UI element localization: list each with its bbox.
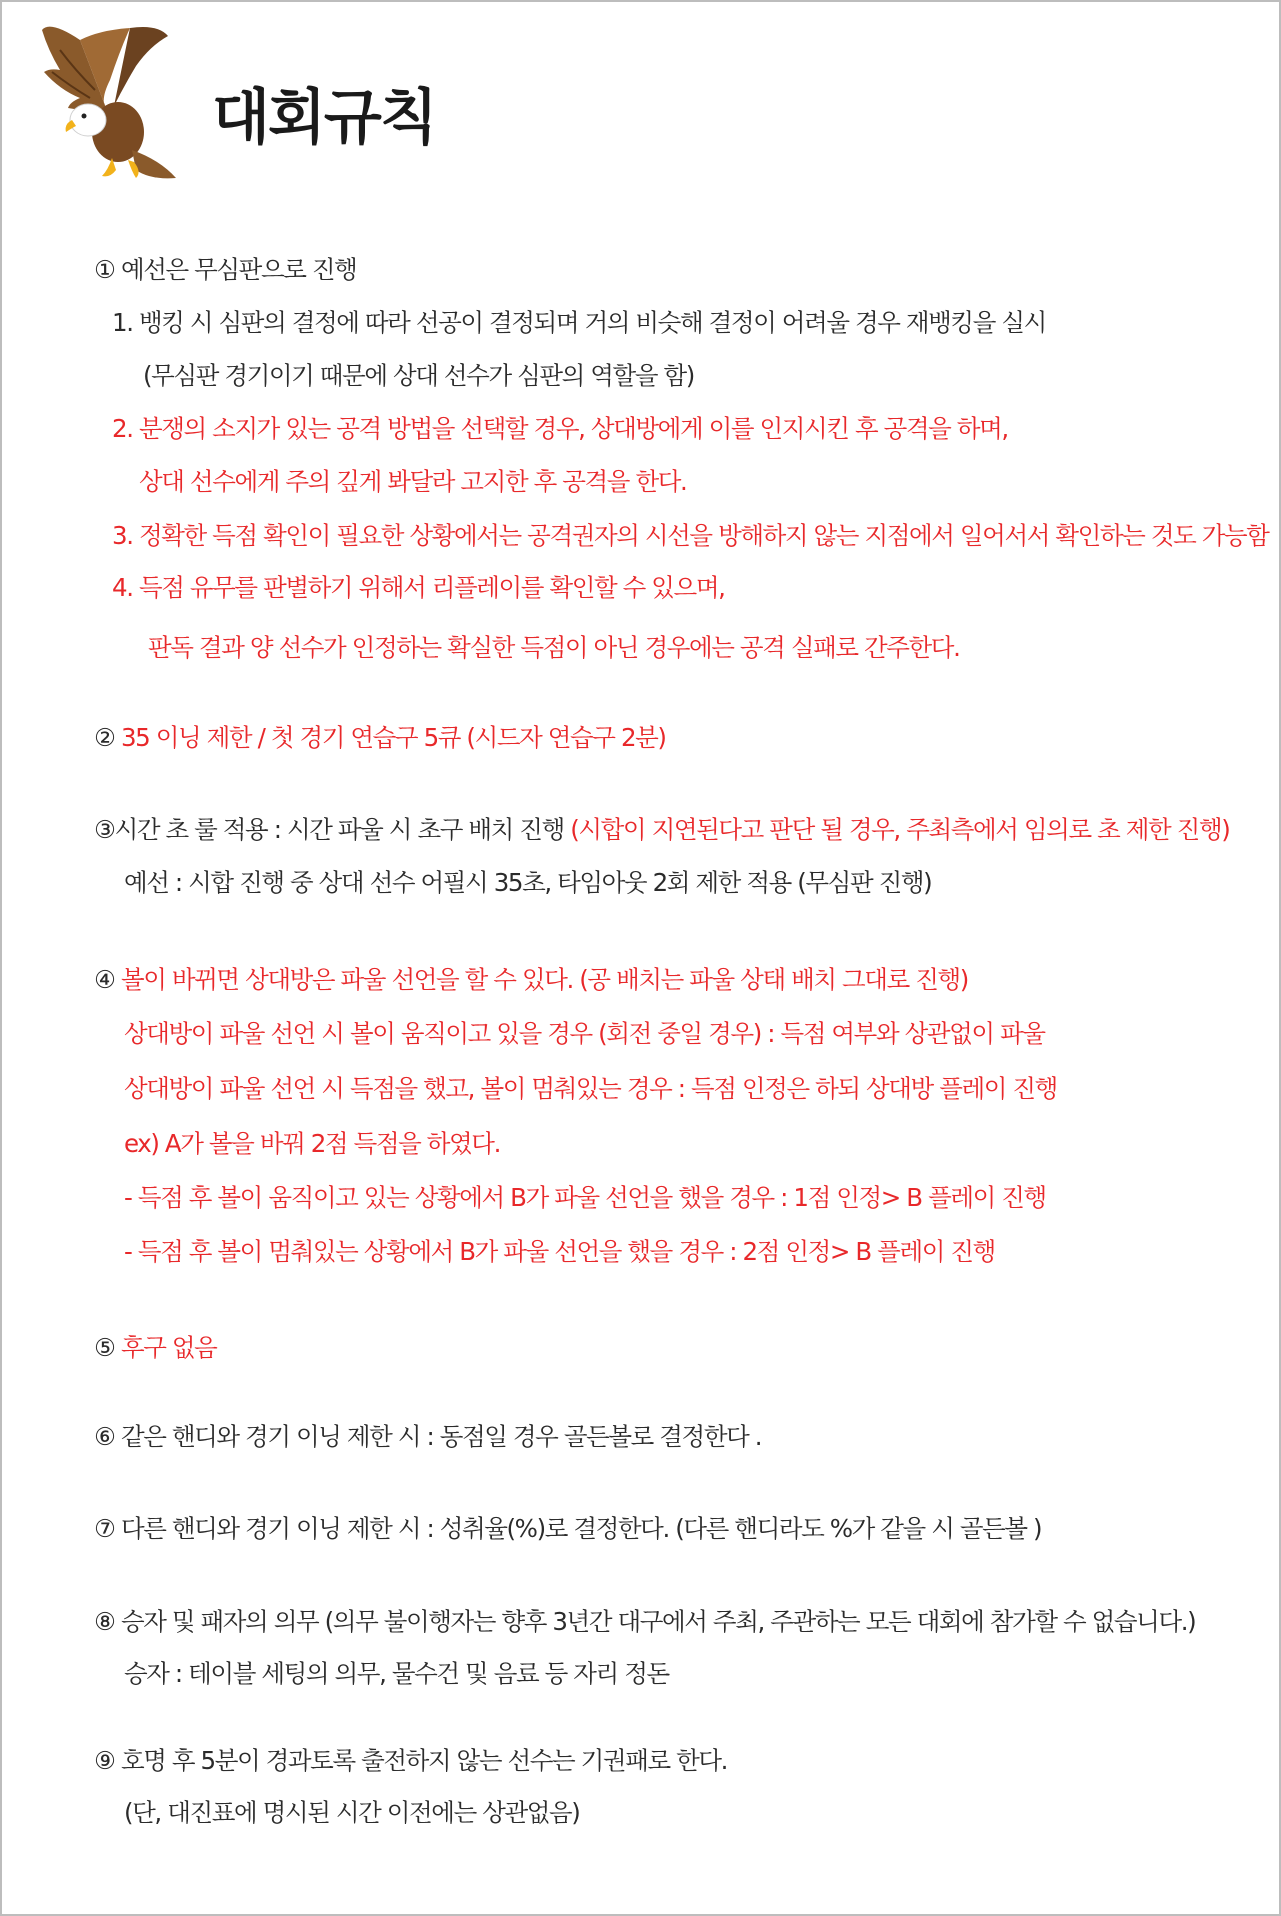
rule-9-sub: (단, 대진표에 명시된 시간 이전에는 상관없음): [124, 1798, 580, 1827]
rule-4-heading: 볼이 바뀌면 상대방은 파울 선언을 할 수 있다. (공 배치는 파울 상태 배치 그대로 진행): [120, 965, 968, 994]
rule-7: ⑦ 다른 핸디와 경기 이닝 제한 시 : 성취율(%)로 결정한다. (다른 핸디라도 %가 같을 시 골든볼 ): [94, 1514, 1042, 1543]
page-title: 대회규칙: [212, 83, 436, 153]
rule-4-line-1: 상대방이 파울 선언 시 볼이 움직이고 있을 경우 (회전 중일 경우) : 득점 여부와 상관없이 파울: [124, 1019, 1045, 1048]
rule-2-text: 35 이닝 제한 / 첫 경기 연습구 5큐 (시드자 연습구 2분): [120, 723, 666, 752]
rule-1-item-1: 1. 뱅킹 시 심판의 결정에 따라 선공이 결정되며 거의 비슷해 결정이 어려울 경우 재뱅킹을 실시: [112, 308, 1046, 337]
rule-1-item-2: 2. 분쟁의 소지가 있는 공격 방법을 선택할 경우, 상대방에게 이를 인지시킨 후 공격을 하며,: [112, 414, 1008, 443]
rule-3-sub: 예선 : 시합 진행 중 상대 선수 어필시 35초, 타임아웃 2회 제한 적용 (무심판 진행): [124, 868, 932, 897]
rule-4-line-5: - 득점 후 볼이 멈춰있는 상황에서 B가 파울 선언을 했을 경우 : 2점 인정> B 플레이 진행: [124, 1237, 995, 1266]
rule-3-red-note: (시합이 지연된다고 판단 될 경우, 주최측에서 임의로 초 제한 진행): [570, 815, 1230, 844]
rule-1-item-2-note: 상대 선수에게 주의 깊게 봐달라 고지한 후 공격을 한다.: [139, 467, 687, 496]
rule-3-text: ③시간 초 룰 적용 : 시간 파울 시 초구 배치 진행: [94, 815, 564, 844]
rule-9: ⑨ 호명 후 5분이 경과토록 출전하지 않는 선수는 기권패로 한다.: [94, 1746, 728, 1775]
rule-8-sub: 승자 : 테이블 세팅의 의무, 물수건 및 음료 등 자리 정돈: [124, 1659, 669, 1688]
rule-4-line-4: - 득점 후 볼이 움직이고 있는 상황에서 B가 파울 선언을 했을 경우 : 1점 인정> B 플레이 진행: [124, 1183, 1046, 1212]
rule-6: ⑥ 같은 핸디와 경기 이닝 제한 시 : 동점일 경우 골든볼로 결정한다 .: [94, 1422, 762, 1451]
rule-2-number: ②: [94, 723, 115, 752]
rule-1-heading: ① 예선은 무심판으로 진행: [94, 255, 357, 284]
rule-4-line-2: 상대방이 파울 선언 시 득점을 했고, 볼이 멈춰있는 경우 : 득점 인정은 하되 상대방 플레이 진행: [124, 1074, 1057, 1103]
rule-1-item-4: 4. 득점 유무를 판별하기 위해서 리플레이를 확인할 수 있으며,: [112, 573, 725, 602]
rule-5: [94, 1332, 216, 1364]
rule-2: [94, 722, 666, 754]
rule-3: [94, 814, 1229, 846]
rule-1-item-1-note: (무심판 경기이기 때문에 상대 선수가 심판의 역할을 함): [143, 361, 694, 390]
eagle-icon: [40, 20, 180, 190]
rule-1-item-3: 3. 정확한 득점 확인이 필요한 상황에서는 공격권자의 시선을 방해하지 않는 지점에서 일어서서 확인하는 것도 가능함: [112, 521, 1269, 550]
rule-1-item-4-note: 판독 결과 양 선수가 인정하는 확실한 득점이 아닌 경우에는 공격 실패로 간주한다.: [148, 633, 960, 662]
rule-4-number: ④: [94, 965, 115, 994]
rule-5-number: ⑤: [94, 1333, 115, 1362]
rule-4: [94, 964, 968, 996]
rule-5-text: 후구 없음: [120, 1333, 217, 1362]
rule-8: ⑧ 승자 및 패자의 의무 (의무 불이행자는 향후 3년간 대구에서 주최, 주관하는 모든 대회에 참가할 수 없습니다.): [94, 1607, 1196, 1636]
rule-4-line-3: ex) A가 볼을 바꿔 2점 득점을 하였다.: [124, 1129, 500, 1158]
